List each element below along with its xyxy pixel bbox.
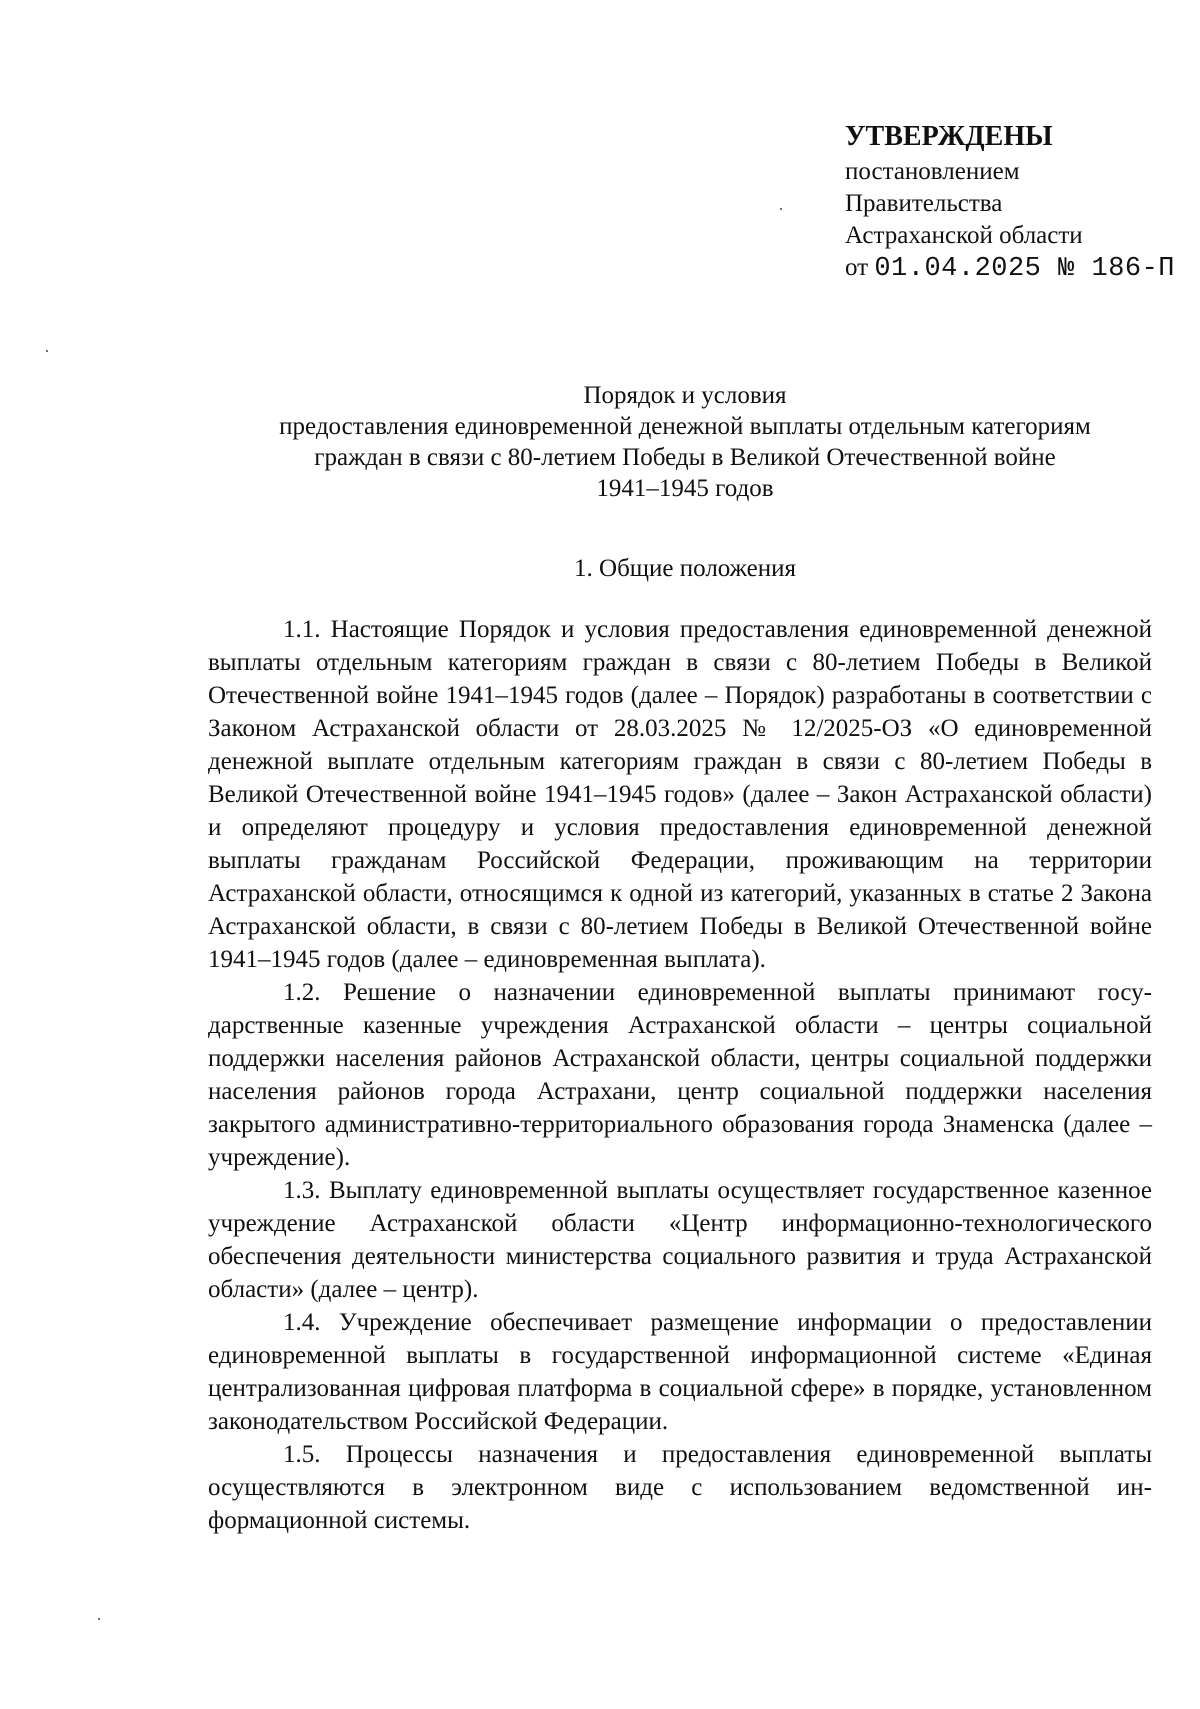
approval-line-2: Правительства xyxy=(845,190,1003,217)
approval-heading: УТВЕРЖДЕНЫ xyxy=(845,121,1053,152)
scan-speck xyxy=(46,350,48,352)
approval-line-1: постановлением xyxy=(845,158,1020,185)
document-title xyxy=(160,380,1200,504)
approval-date-number: 01.04.2025 № 186-П xyxy=(874,254,1176,284)
title-line-1: Порядок и условия xyxy=(583,382,787,409)
paragraph-1-5: 1.5. Процессы назначения и предоставления единовременной выплаты осуществляются в электронном виде с использованием ведомственной информационной системы. xyxy=(208,1441,1152,1534)
scan-speck xyxy=(98,1618,100,1620)
approval-block xyxy=(845,118,1175,285)
approval-date-prefix: от xyxy=(845,254,869,281)
approval-date-line xyxy=(845,252,1175,285)
scan-speck xyxy=(780,208,782,210)
paragraph-1-4: 1.4. Учреждение обеспечивает размещение информации о предоставлении единовременной выплаты в государственной информационной системе «Единая централизованная цифровая платформа в социальной сфере» в порядке, установленном законодательством Российской Федерации. xyxy=(208,1309,1152,1435)
section-heading: 1. Общие положения xyxy=(574,555,796,582)
paragraph-1-2: 1.2. Решение о назначении единовременной выплаты принимают государственные казенные учреждения Астраханской области – центры социальной поддержки населения районов Астраханской области, центры социальной поддержки населения районов города Астрахани, центр социальной поддержки населения закрытого административно-территориального образования города Знаменска (далее – учреждение). xyxy=(208,979,1152,1171)
paragraph-1-3: 1.3. Выплату единовременной выплаты осуществляет государственное казенное учреждение Астраханской области «Центр информационно-технологического обеспечения деятельности министерства социального развития и труда Астраханской области» (далее – центр). xyxy=(208,1177,1152,1303)
section-body xyxy=(208,613,1152,1537)
title-line-4: 1941–1945 годов xyxy=(596,475,774,502)
approval-line-3: Астраханской области xyxy=(845,222,1083,249)
paragraph-1-1: 1.1. Настоящие Порядок и условия предоставления единовременной денежной выплаты отдельным категориям граждан в связи с 80-летием Победы в Великой Отечественной войне 1941–1945 годов (далее – Порядок) разработаны в соответствии с Законом Астраханской области от 28.03.2025 № 12/2025-ОЗ «О единовременной денежной выплате отдельным категориям граждан в связи с 80-летием Победы в Великой Отечественной войне 1941–1945 годов» (далее – Закон Астраханской области) и определяют процедуру и условия предоставления единовременной денежной выплаты гражданам Российской Федерации, проживающим на территории Астраханской области, относящимся к одной из категорий, указанных в статье 2 Закона Астраханской области, в связи с 80-летием Победы в Великой Отечественной войне 1941–1945 годов (далее – единовременная выплата). xyxy=(208,616,1152,973)
title-line-3: граждан в связи с 80-летием Победы в Великой Отечественной войне xyxy=(314,444,1056,471)
title-line-2: предоставления единовременной денежной выплаты отдельным категориям xyxy=(279,413,1091,440)
